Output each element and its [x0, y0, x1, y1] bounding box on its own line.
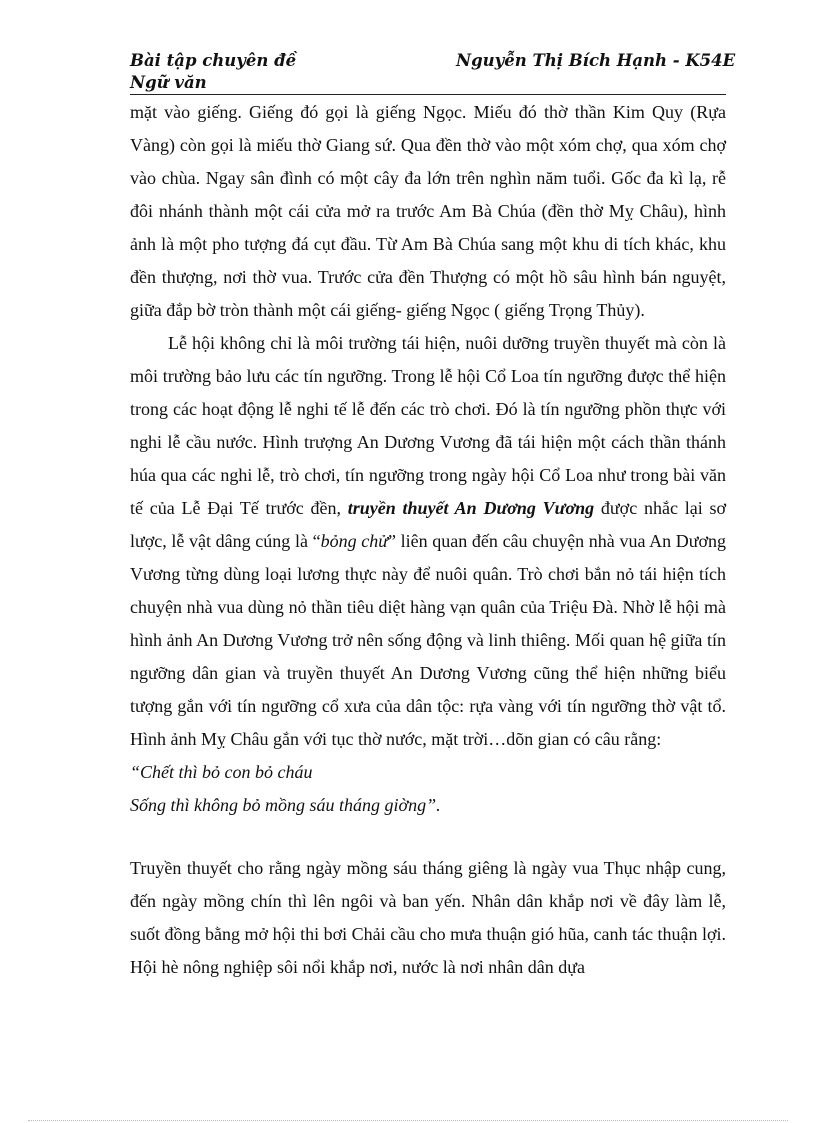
- paragraph-2: [130, 327, 726, 756]
- header-course-title: Bài tập chuyên đề: [130, 51, 297, 70]
- quote-line-2: Sống thì không bỏ mồng sáu tháng giờng”.: [130, 795, 441, 815]
- paragraph-gap: [130, 822, 726, 852]
- paragraph-1: mặt vào giếng. Giếng đó gọi là giếng Ngọc. Miếu đó thờ thần Kim Quy (Rựa Vàng) còn gọi là miếu thờ Giang sứ. Qua đền thờ vào một xóm chợ, qua xóm chợ vào chùa. Ngay sân đình có một cây đa lớn trên nghìn năm tuổi. Gốc đa kì lạ, rễ đôi nhánh thành một cái cửa mở ra trước Am Bà Chúa (đền thờ Mỵ Châu), hình ảnh là một pho tượng đá cụt đầu. Từ Am Bà Chúa sang một khu di tích khác, khu đền thượng, nơi thờ vua. Trước cửa đền Thượng có một hồ sâu hình bán nguyệt, giữa đắp bờ tròn thành một cái giếng- giếng Ngọc ( giếng Trọng Thủy).: [130, 102, 726, 320]
- paragraph-2-italic-phrase: bỏng chử: [320, 531, 389, 551]
- document-body: [130, 96, 726, 984]
- quote-line-1: “Chết thì bỏ con bỏ cháu: [130, 762, 313, 782]
- paragraph-2-text-b: được nhắc lại sơ lược, lễ vật dâng cúng là “: [130, 498, 726, 551]
- header-divider: [130, 94, 726, 95]
- header-author: Nguyễn Thị Bích Hạnh - K54E: [456, 51, 736, 70]
- header-subject: Ngữ văn: [130, 73, 207, 92]
- page-bottom-border: [28, 1120, 788, 1121]
- paragraph-3: Truyền thuyết cho rằng ngày mồng sáu tháng giêng là ngày vua Thục nhập cung, đến ngày mồng chín thì lên ngôi và ban yến. Nhân dân khắp nơi về đây làm lễ, suốt đồng bằng mở hội thi bơi Chải cầu cho mưa thuận gió hũa, canh tác thuận lợi. Hội hè nông nghiệp sôi nổi khắp nơi, nước là nơi nhân dân dựa: [130, 858, 726, 977]
- paragraph-2-text-c: ” liên quan đến câu chuyện nhà vua An Dương Vương từng dùng loại lương thực này để nuôi quân. Trò chơi bắn nỏ tái hiện tích chuyện nhà vua dùng nỏ thần tiêu diệt hàng vạn quân của Triệu Đà. Nhờ lễ hội mà hình ảnh An Dương Vương trở nên sống động và linh thiêng. Mối quan hệ giữa tín ngưỡng dân gian và truyền thuyết An Dương Vương cũng thể hiện những biểu tượng gắn với tín ngưỡng cổ xưa của dân tộc: rựa vàng với tín ngưỡng thờ vật tổ. Hình ảnh Mỵ Châu gắn với tục thờ nước, mặt trời…dõn gian có câu rằng:: [130, 531, 726, 749]
- paragraph-2-text-a: Lễ hội không chỉ là môi trường tái hiện, nuôi dưỡng truyền thuyết mà còn là môi trường bảo lưu các tín ngưỡng. Trong lễ hội Cổ Loa tín ngưỡng được thể hiện trong các hoạt động lễ nghi tế lễ đến các trò chơi. Đó là tín ngưỡng phồn thực với nghi lễ cầu nước. Hình trượng An Dương Vương đã tái hiện một cách thần thánh húa qua các nghi lễ, trò chơi, tín ngưỡng trong ngày hội Cổ Loa như trong bài văn tế của Lễ Đại Tế trước đền,: [130, 333, 726, 518]
- paragraph-2-bold-phrase: truyền thuyết An Dương Vương: [347, 498, 595, 518]
